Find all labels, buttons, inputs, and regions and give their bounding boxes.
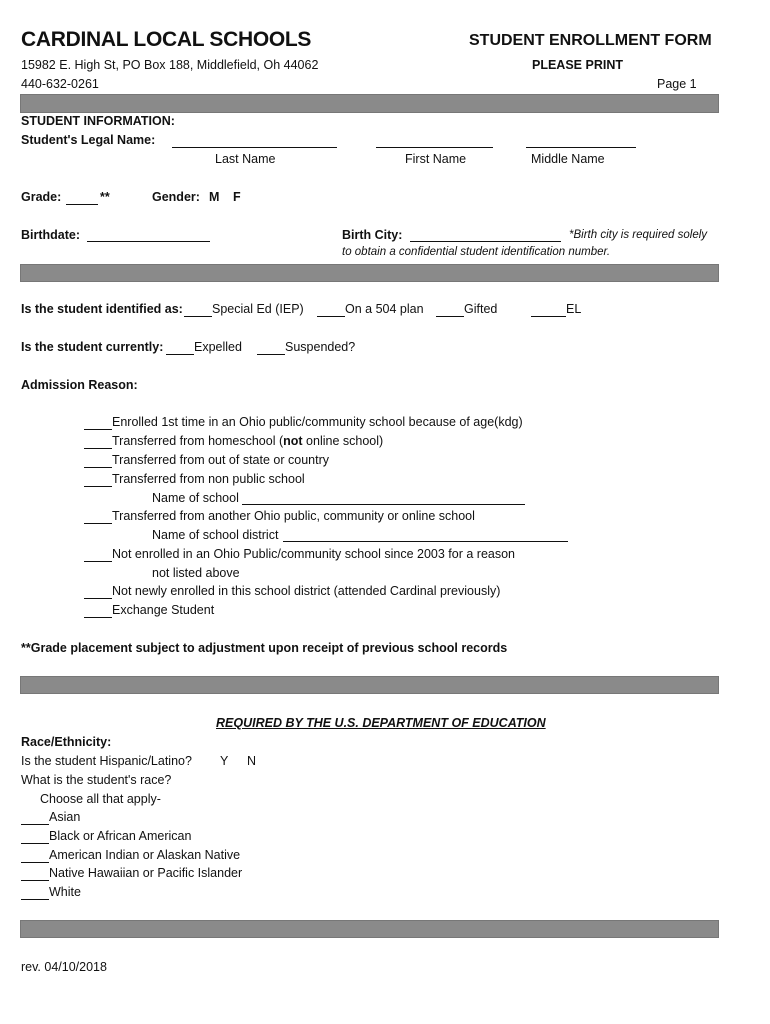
form-title: STUDENT ENROLLMENT FORM <box>469 32 712 49</box>
name-of-school-label: Name of school <box>152 491 239 505</box>
section-divider-bar <box>20 264 719 282</box>
reason-another-ohio: Transferred from another Ohio public, community or online school <box>112 509 475 523</box>
special-ed-blank[interactable] <box>184 316 212 317</box>
reason-homeschool <box>112 434 383 448</box>
grade-label: Grade: <box>21 190 62 204</box>
reason-blank-4[interactable] <box>84 486 112 487</box>
name-of-district-field[interactable] <box>283 541 568 542</box>
choose-all-instruction: Choose all that apply- <box>40 792 161 806</box>
race-ethnicity-title: Race/Ethnicity: <box>21 735 112 749</box>
race-white-blank[interactable] <box>21 899 49 900</box>
first-name-field[interactable] <box>376 147 493 148</box>
section-divider-bar <box>20 920 719 938</box>
reason-blank-8[interactable] <box>84 617 112 618</box>
name-of-school-field[interactable] <box>242 504 525 505</box>
race-pacific-islander-blank[interactable] <box>21 880 49 881</box>
reason-homeschool-not: not <box>283 434 303 448</box>
special-ed-option: Special Ed (IEP) <box>212 302 304 316</box>
race-asian-blank[interactable] <box>21 824 49 825</box>
race-black-blank[interactable] <box>21 843 49 844</box>
reason-blank-6[interactable] <box>84 561 112 562</box>
gifted-blank[interactable] <box>436 316 464 317</box>
reason-homeschool-suffix: online school) <box>302 434 384 448</box>
last-name-field[interactable] <box>172 147 337 148</box>
page-number: Page 1 <box>657 77 697 91</box>
birthdate-field[interactable] <box>87 241 210 242</box>
currently-label: Is the student currently: <box>21 340 164 354</box>
revision-date: rev. 04/10/2018 <box>21 960 107 974</box>
header-divider-bar <box>20 94 719 113</box>
legal-name-label: Student's Legal Name: <box>21 133 156 147</box>
reason-blank-5[interactable] <box>84 523 112 524</box>
race-pacific-islander: Native Hawaiian or Pacific Islander <box>49 866 243 880</box>
please-print: PLEASE PRINT <box>532 58 623 72</box>
hispanic-no-option[interactable]: N <box>247 754 257 768</box>
middle-name-label: Middle Name <box>531 152 605 166</box>
birth-city-note-line2: to obtain a confidential student identification number. <box>342 246 611 258</box>
reason-blank-3[interactable] <box>84 467 112 468</box>
grade-marker: ** <box>100 190 110 204</box>
reason-blank-1[interactable] <box>84 429 112 430</box>
reason-non-public: Transferred from non public school <box>112 472 305 486</box>
race-white: White <box>49 885 81 899</box>
middle-name-field[interactable] <box>526 147 636 148</box>
gender-label: Gender: <box>152 190 200 204</box>
reason-age-kdg: Enrolled 1st time in an Ohio public/community school because of age(kdg) <box>112 415 523 429</box>
identified-label: Is the student identified as: <box>21 302 183 316</box>
birthdate-label: Birthdate: <box>21 228 81 242</box>
race-black: Black or African American <box>49 829 192 843</box>
race-american-indian: American Indian or Alaskan Native <box>49 848 241 862</box>
section-divider-bar <box>20 676 719 694</box>
hispanic-question: Is the student Hispanic/Latino? <box>21 754 192 768</box>
expelled-option: Expelled <box>194 340 242 354</box>
suspended-option: Suspended? <box>285 340 356 354</box>
birth-city-label: Birth City: <box>342 228 403 242</box>
birth-city-note-line1: *Birth city is required solely <box>569 229 708 241</box>
grade-placement-note: **Grade placement subject to adjustment upon receipt of previous school records <box>21 641 508 655</box>
504-plan-option: On a 504 plan <box>345 302 424 316</box>
hispanic-yes-option[interactable]: Y <box>220 754 229 768</box>
504-plan-blank[interactable] <box>317 316 345 317</box>
reason-attended-cardinal: Not newly enrolled in this school district (attended Cardinal previously) <box>112 584 501 598</box>
suspended-blank[interactable] <box>257 354 285 355</box>
el-option: EL <box>566 302 582 316</box>
race-question: What is the student's race? <box>21 773 172 787</box>
grade-field[interactable] <box>66 204 98 205</box>
reason-not-listed: not listed above <box>152 566 240 580</box>
reason-blank-2[interactable] <box>84 448 112 449</box>
reason-out-of-state: Transferred from out of state or country <box>112 453 329 467</box>
name-of-district-label: Name of school district <box>152 528 279 542</box>
admission-reason-label: Admission Reason: <box>21 378 138 392</box>
student-info-title: STUDENT INFORMATION: <box>21 114 175 128</box>
race-american-indian-blank[interactable] <box>21 862 49 863</box>
first-name-label: First Name <box>405 152 467 166</box>
birth-city-field[interactable] <box>410 241 561 242</box>
school-name: CARDINAL LOCAL SCHOOLS <box>21 28 312 51</box>
expelled-blank[interactable] <box>166 354 194 355</box>
el-blank[interactable] <box>531 316 566 317</box>
last-name-label: Last Name <box>215 152 276 166</box>
gender-f-option[interactable]: F <box>233 190 241 204</box>
reason-homeschool-text: Transferred from homeschool ( <box>112 434 284 448</box>
required-banner: REQUIRED BY THE U.S. DEPARTMENT OF EDUCATION <box>216 716 546 730</box>
reason-exchange: Exchange Student <box>112 603 215 617</box>
race-asian: Asian <box>49 810 81 824</box>
gender-m-option[interactable]: M <box>209 190 220 204</box>
gifted-option: Gifted <box>464 302 498 316</box>
school-address: 15982 E. High St, PO Box 188, Middlefield, Oh 44062 <box>21 58 319 72</box>
reason-blank-7[interactable] <box>84 598 112 599</box>
school-phone: 440-632-0261 <box>21 77 99 91</box>
reason-not-enrolled: Not enrolled in an Ohio Public/community school since 2003 for a reason <box>112 547 515 561</box>
